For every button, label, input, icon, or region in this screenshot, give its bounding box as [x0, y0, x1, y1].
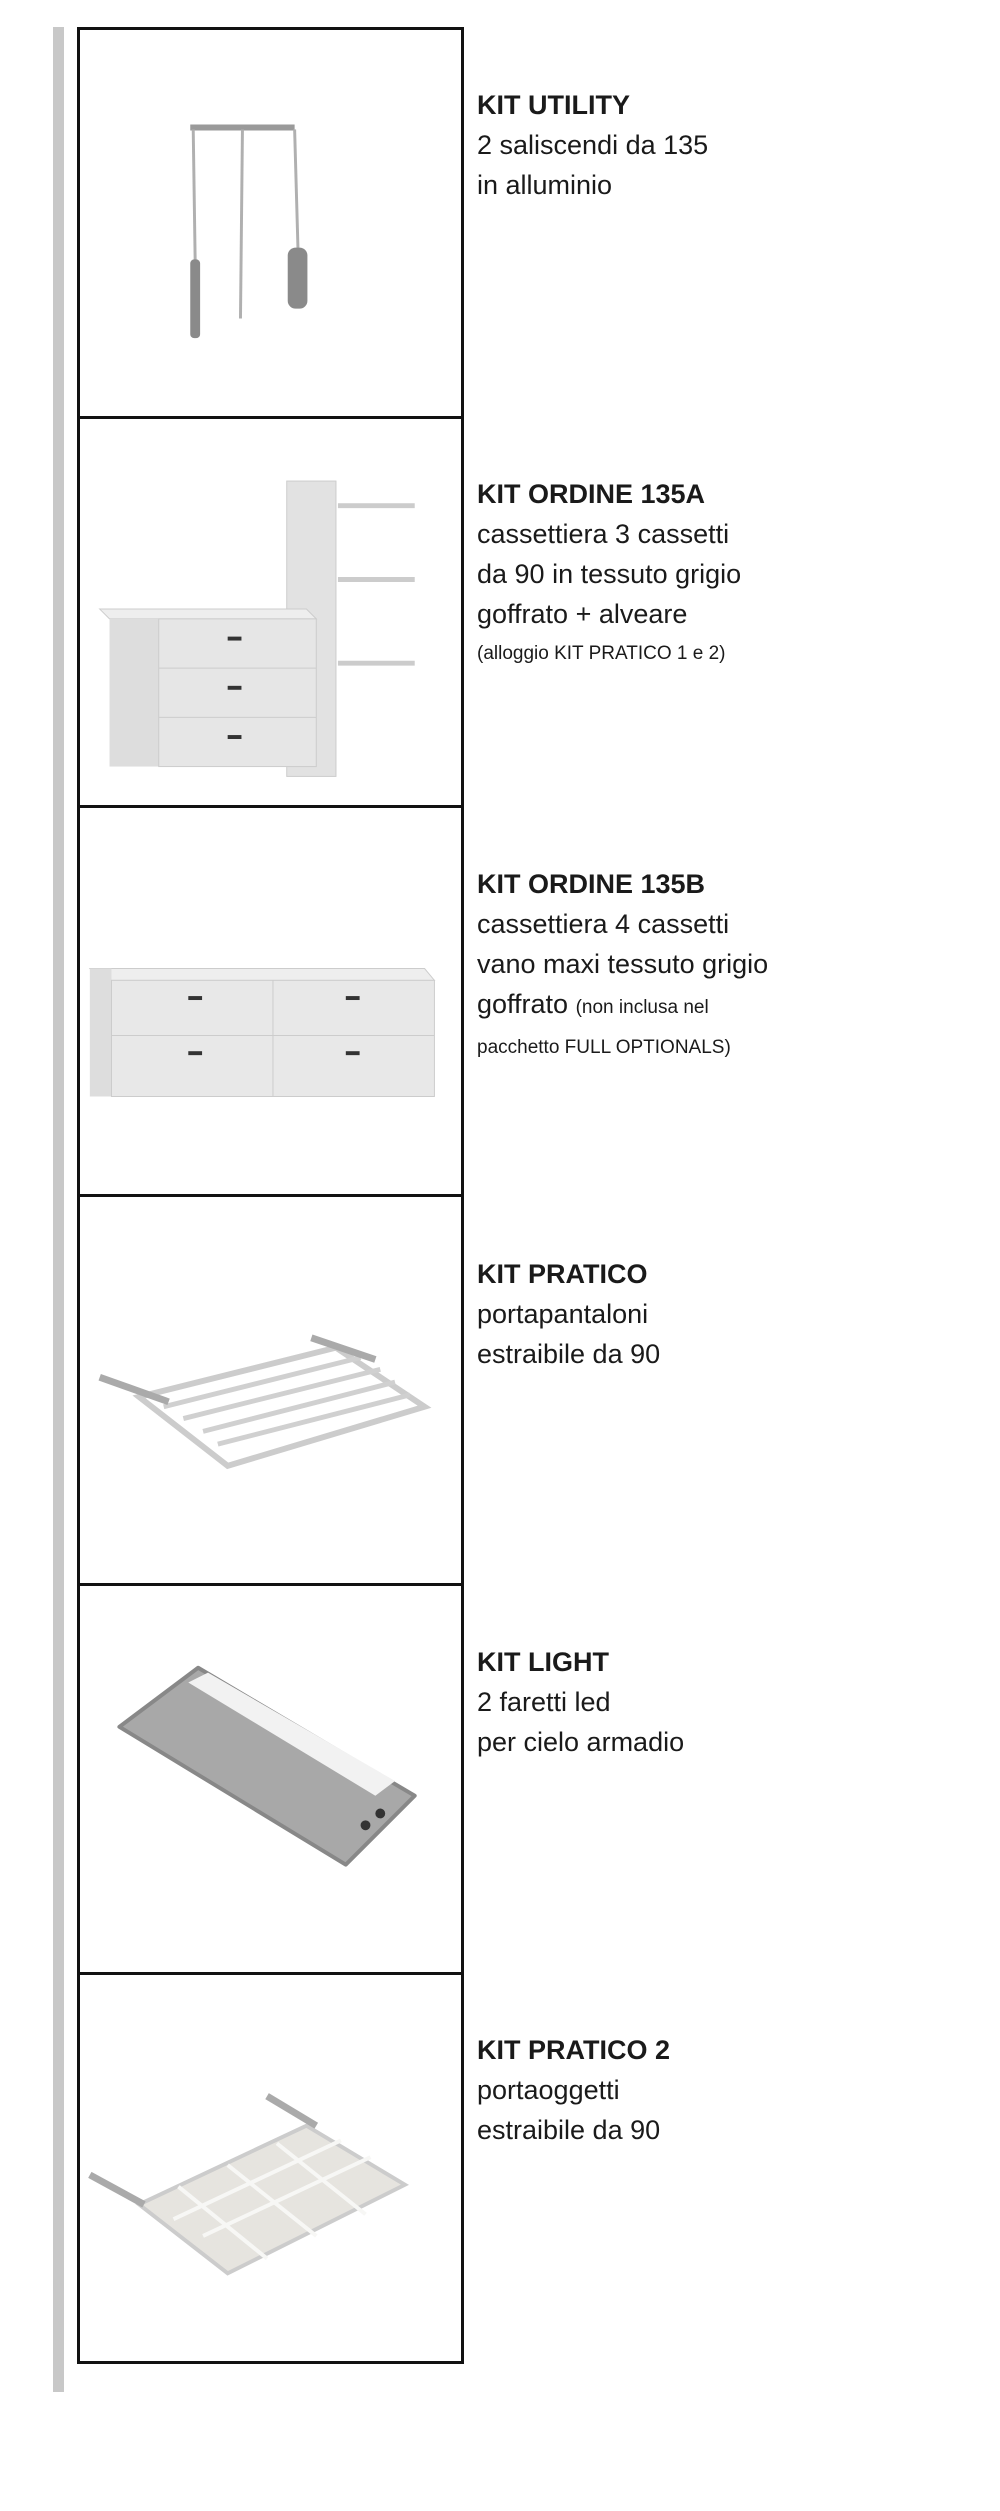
kit-light-image [77, 1583, 464, 1972]
pull-down-rail-icon [80, 30, 461, 416]
kit-line: goffrato + alveare [477, 599, 688, 629]
led-spotlight-icon [80, 1586, 461, 1972]
kit-line: portapantaloni [477, 1299, 649, 1329]
kit-title: KIT PRATICO 2 [477, 2035, 671, 2065]
kit-line: cassettiera 3 cassetti [477, 519, 730, 549]
kit-utility-description [477, 85, 977, 205]
kit-line: cassettiera 4 cassetti [477, 909, 730, 939]
kit-line: in alluminio [477, 170, 613, 200]
trouser-rack-icon [80, 1197, 461, 1583]
kit-pratico-description [477, 1254, 977, 1374]
kit-note: pacchetto FULL OPTIONALS) [477, 1037, 731, 1058]
kit-title: KIT PRATICO [477, 1259, 648, 1289]
kit-title: KIT LIGHT [477, 1647, 609, 1677]
kit-line: vano maxi tessuto grigio [477, 949, 769, 979]
kit-line: per cielo armadio [477, 1727, 685, 1757]
kit-line: estraibile da 90 [477, 1339, 661, 1369]
kit-ordine-135a-description [477, 474, 977, 674]
kit-line: 2 saliscendi da 135 [477, 130, 709, 160]
kit-line: portaoggetti [477, 2075, 620, 2105]
kit-title: KIT ORDINE 135A [477, 479, 706, 509]
side-bar [53, 27, 64, 2392]
kit-ordine-135b-description [477, 864, 977, 1068]
drawer-unit-icon [80, 419, 461, 805]
kit-ordine-135a-image [77, 416, 464, 805]
kit-pratico-image [77, 1194, 464, 1583]
kit-ordine-135b-image [77, 805, 464, 1194]
kit-note: (alloggio KIT PRATICO 1 e 2) [477, 643, 726, 664]
kit-line: estraibile da 90 [477, 2115, 661, 2145]
four-drawer-unit-icon [80, 808, 461, 1194]
kit-title: KIT UTILITY [477, 90, 630, 120]
kit-utility-image [77, 27, 464, 416]
kit-note-inline: (non inclusa nel [575, 997, 709, 1018]
kit-pratico-2-description [477, 2030, 977, 2150]
kit-line: 2 faretti led [477, 1687, 611, 1717]
kit-line: da 90 in tessuto grigio [477, 559, 742, 589]
object-tray-icon [80, 1975, 461, 2361]
kit-title: KIT ORDINE 135B [477, 869, 706, 899]
kit-line: goffrato [477, 989, 569, 1019]
kit-image-table [77, 27, 464, 2364]
kit-pratico-2-image [77, 1972, 464, 2364]
kit-light-description [477, 1642, 977, 1762]
